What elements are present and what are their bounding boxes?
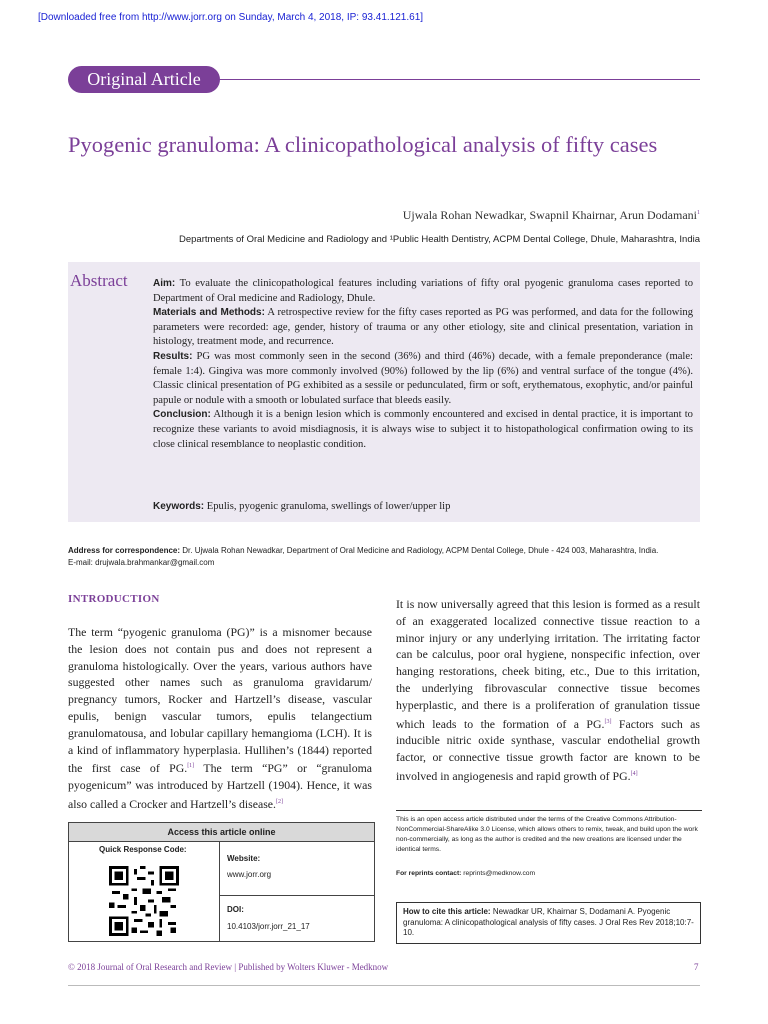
ref-2[interactable]: [2] [276, 798, 283, 805]
header-rule [200, 79, 700, 80]
ref-3[interactable]: [3] [604, 718, 612, 725]
qr-label: Quick Response Code: [99, 845, 187, 854]
page-number: 7 [694, 962, 699, 972]
intro-left-p1: The term “pyogenic granuloma (PG)” is a misnomer because the lesion does not contain pus and does not represent a granuloma histologically. Over the years, various authors have suggested other names such as granuloma gravidarum/ pregnancy tumors, Rocker and Hartzell’s disease, vascular epulis, benign vascular tumors, epulis telangectium granulomatousa, and lobular capillary hemangioma (LCH). It is a kind of inflammatory hyperplasia. Hullihen’s (1844) reported the first case of PG. [68, 625, 372, 776]
methods-text: A retrospective review for the fifty cases reported as PG was performed, and data for the following parameters were recorded: age, gender, history of trauma or any other etiology, site and clinical presentation, variation in histology, treatment mode, and recurrence. [153, 307, 693, 348]
methods-label: Materials and Methods: [153, 307, 265, 319]
affiliation: Departments of Oral Medicine and Radiology and ¹Public Health Dentistry, ACPM Dental College, Dhule, Maharashtra, India [179, 234, 700, 245]
license-text: This is an open access article distributed under the terms of the Creative Commons Attribution-NonCommercial-ShareAlike 3.0 License, which allows others to remix, tweak, and build upon the work non-commercially, as long as the author is credited and the new creations are licensed under the identical terms. [396, 816, 698, 853]
abstract-text [153, 277, 693, 452]
doi-link[interactable]: 10.4103/jorr.jorr_21_17 [227, 922, 310, 931]
intro-right-p1: It is now universally agreed that this lesion is formed as a result of an exaggerated localized connective tissue reaction to a minor injury or any underlying irritation. The irritating factor can be calculus, poor oral hygiene, nonspecific infection, over hanging restorations, cheek biting, etc., Due to this irritation, the underlying fibrovascular connective tissue becomes hyperplastic, and there is a proliferation of granulation tissue which leads to the formation of a PG. [396, 597, 700, 731]
correspondence-email[interactable]: E-mail: drujwala.brahmankar@gmail.com [68, 558, 215, 567]
conclusion-label: Conclusion: [153, 409, 211, 421]
keywords [153, 501, 450, 512]
authors-sup: 1 [697, 210, 700, 216]
access-box-divider [219, 842, 220, 941]
keywords-label: Keywords: [153, 501, 205, 512]
aim-label: Aim: [153, 278, 176, 289]
license-note [396, 810, 702, 879]
intro-left-column [68, 624, 372, 813]
abstract-label: Abstract [70, 271, 128, 290]
keywords-text: Epulis, pyogenic granuloma, swellings of lower/upper lip [206, 501, 451, 512]
authors [403, 208, 700, 223]
footer: © 2018 Journal of Oral Research and Review | Published by Wolters Kluwer - Medknow [68, 962, 389, 972]
correspondence-text: Dr. Ujwala Rohan Newadkar, Department of Oral Medicine and Radiology, ACPM Dental College, Dhule - 424 003, Maharashtra, India. [182, 546, 659, 555]
abstract-methods [153, 306, 693, 350]
results-text: PG was most commonly seen in the second (36%) and third (46%) decade, with a female preponderance (male: female 1:4). Gingiva was more commonly involved (90%) followed by the lip (6%) and ventral surface of the tongue (4%). Classic clinical presentation of PG exhibited as a sessile or pedunculated, firm or soft, erythematous, exophytic, and/or painful papule or nodule with a smooth or lobulated surface that bleeds easily. [153, 350, 693, 406]
ref-4[interactable]: [4] [630, 770, 638, 777]
website-label: Website: [227, 854, 261, 863]
correspondence [68, 545, 708, 569]
cite-label: How to cite this article: [403, 907, 491, 916]
intro-heading: INTRODUCTION [68, 593, 160, 605]
abstract-results [153, 350, 693, 408]
website-link[interactable]: www.jorr.org [227, 870, 272, 879]
reprints [396, 869, 702, 879]
ref-1[interactable]: [1] [187, 763, 195, 770]
article-title: Pyogenic granuloma: A clinicopathological analysis of fifty cases [68, 132, 658, 157]
intro-right-column [396, 596, 700, 785]
intro-right-p2: Factors such as inducible nitric oxide synthase, vascular endothelial growth factor, or connective tissue growth factor are known to be involved in angiogenesis and rapid growth of PG. [396, 716, 700, 783]
abstract-conclusion [153, 408, 693, 452]
results-label: Results: [153, 350, 193, 362]
abstract-aim [153, 277, 693, 306]
cite-text: Newadkar UR, Khairnar S, Dodamani A. Pyogenic granuloma: A clinicopathological analysis of fifty cases. J Oral Res Rev 2018;10:7-10. [403, 907, 694, 937]
access-box-rule [219, 895, 374, 896]
access-box-header: Access this article online [69, 823, 374, 842]
doi-label: DOI: [227, 905, 244, 914]
intro-left-p2: The term “PG” or “granuloma pyogenicum” was introduced by Hartzell (1904). Hence, it was also called a Crocker and Hartzell’s disease. [68, 761, 372, 811]
correspondence-label: Address for correspondence: [68, 546, 181, 555]
download-note[interactable]: [Downloaded free from http://www.jorr.org on Sunday, March 4, 2018, IP: 93.41.121.61] [38, 12, 424, 23]
footer-rule [68, 985, 700, 986]
authors-names: Ujwala Rohan Newadkar, Swapnil Khairnar, Arun Dodamani [402, 208, 697, 222]
conclusion-text: Although it is a benign lesion which is commonly encountered and excised in dental practice, it is important to recognize these variants to avoid misdiagnosis, it is always wise to subject it to histopathological confirmation owing to its close clinical resemblance to neoplastic condition. [153, 409, 693, 450]
reprints-email[interactable]: reprints@medknow.com [463, 870, 536, 877]
qr-code-icon[interactable] [109, 866, 179, 936]
citation-box [396, 902, 701, 944]
access-box [68, 822, 375, 942]
reprints-label: For reprints contact: [396, 870, 462, 877]
aim-text: To evaluate the clinicopathological features including variations of fifty oral pyogenic granuloma cases reported to Department of Oral medicine and Radiology, Dhule. [153, 278, 693, 304]
article-type-badge: Original Article [68, 66, 220, 93]
